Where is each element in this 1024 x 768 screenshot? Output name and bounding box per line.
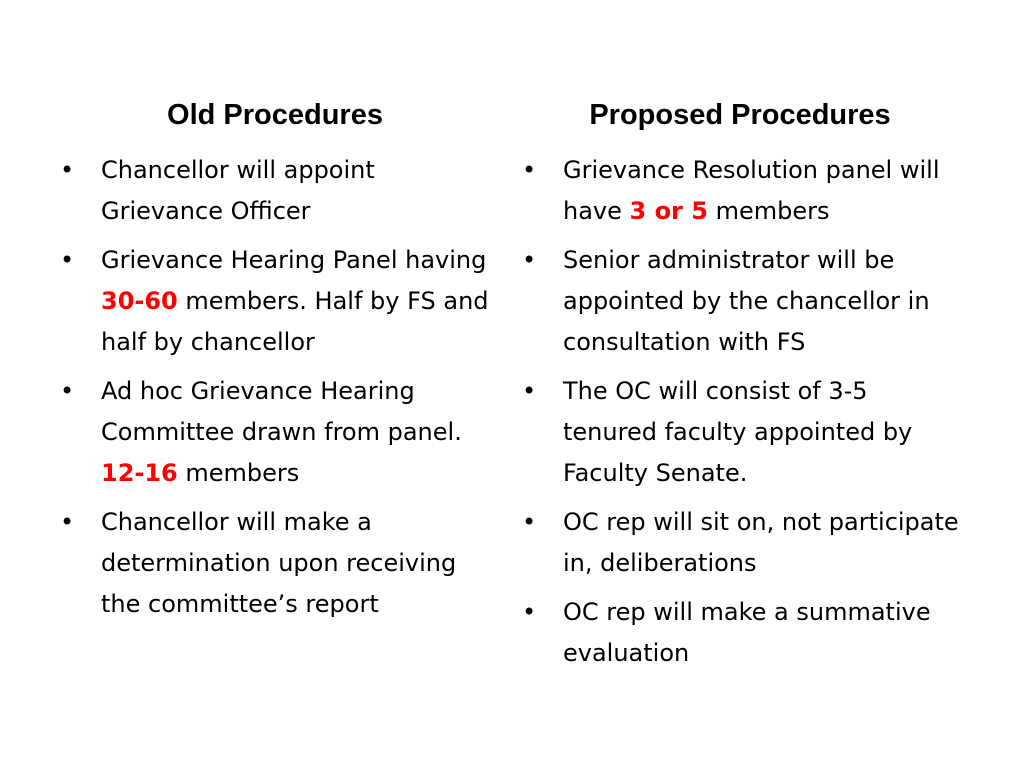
list-item [60,371,500,494]
list-item [522,240,962,363]
bullet-icon: • [522,156,537,184]
item-text: Grievance Hearing Panel having [101,246,487,274]
bullet-icon: • [60,246,75,274]
item-text: Senior administrator will be appointed by the chancellor in consultation with FS [563,246,930,356]
bullet-icon: • [60,377,75,405]
bullet-icon: • [60,508,75,536]
list-item [60,502,500,625]
highlight-number: 3 or 5 [629,197,708,225]
item-text: Chancellor will appoint Grievance Officer [101,156,375,225]
old-procedures-list [60,150,500,633]
item-text-continued: members [707,197,830,225]
bullet-icon: • [522,377,537,405]
highlight-number: 30-60 [101,287,178,315]
bullet-icon: • [60,156,75,184]
item-text: The OC will consist of 3-5 tenured faculty appointed by Faculty Senate. [563,377,913,487]
list-item [522,592,962,674]
bullet-icon: • [522,246,537,274]
old-procedures-heading: Old Procedures [167,99,383,131]
list-item [522,371,962,494]
item-text: Ad hoc Grievance Hearing Committee drawn from panel. [101,377,462,446]
highlight-number: 12-16 [101,459,178,487]
item-text-continued: members [177,459,300,487]
list-item [522,150,962,232]
item-text: Grievance Resolution panel will have [563,156,940,225]
list-item [522,502,962,584]
bullet-icon: • [522,508,537,536]
item-text: Chancellor will make a determination upon receiving the committee’s report [101,508,457,618]
bullet-icon: • [522,598,537,626]
list-item [60,150,500,232]
proposed-procedures-list [522,150,962,682]
item-text: OC rep will make a summative evaluation [563,598,931,667]
proposed-procedures-heading: Proposed Procedures [589,99,891,131]
list-item [60,240,500,363]
item-text-continued: members. Half by FS and half by chancellor [101,287,489,356]
item-text: OC rep will sit on, not participate in, deliberations [563,508,959,577]
